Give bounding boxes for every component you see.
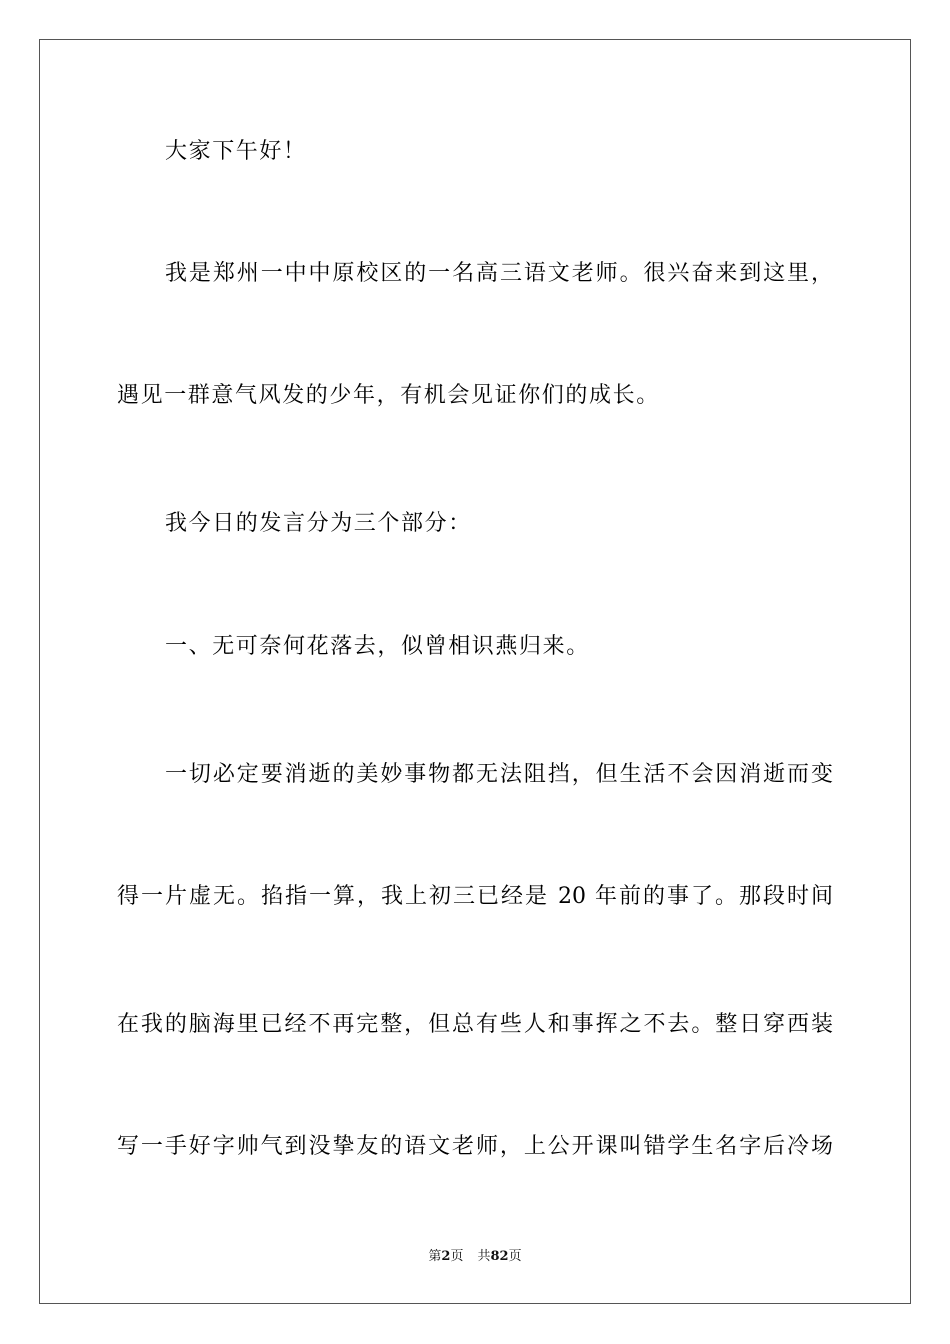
page-number: 2 [441,1249,451,1264]
greeting-line: 大家下午好！ [165,139,307,164]
paragraph-line: 我是郑州一中中原校区的一名高三语文老师。很兴奋来到这里， [165,261,833,286]
paragraph-line: 写一手好字帅气到没挚友的语文老师，上公开课叫错学生名字后冷场 [117,1134,833,1159]
paragraph-line: 一切必定要消逝的美妙事物都无法阻挡，但生活不会因消逝而变 [165,762,833,787]
page-suffix: 页 [450,1249,464,1264]
total-prefix: 共 [477,1249,491,1264]
paragraph-line: 遇见一群意气风发的少年，有机会见证你们的成长。 [117,383,660,408]
page-prefix: 第 [428,1249,442,1264]
paragraph-line: 在我的脑海里已经不再完整，但总有些人和事挥之不去。整日穿西装 [117,1012,833,1037]
paragraph-line: 我今日的发言分为三个部分： [165,511,472,536]
total-pages: 82 [490,1249,509,1264]
page-border [39,39,911,1304]
page-footer [0,1248,950,1266]
total-suffix: 页 [508,1249,522,1264]
section-heading: 一、无可奈何花落去，似曾相识燕归来。 [165,634,590,659]
paragraph-line: 得一片虚无。掐指一算，我上初三已经是 20 年前的事了。那段时间 [117,884,833,909]
